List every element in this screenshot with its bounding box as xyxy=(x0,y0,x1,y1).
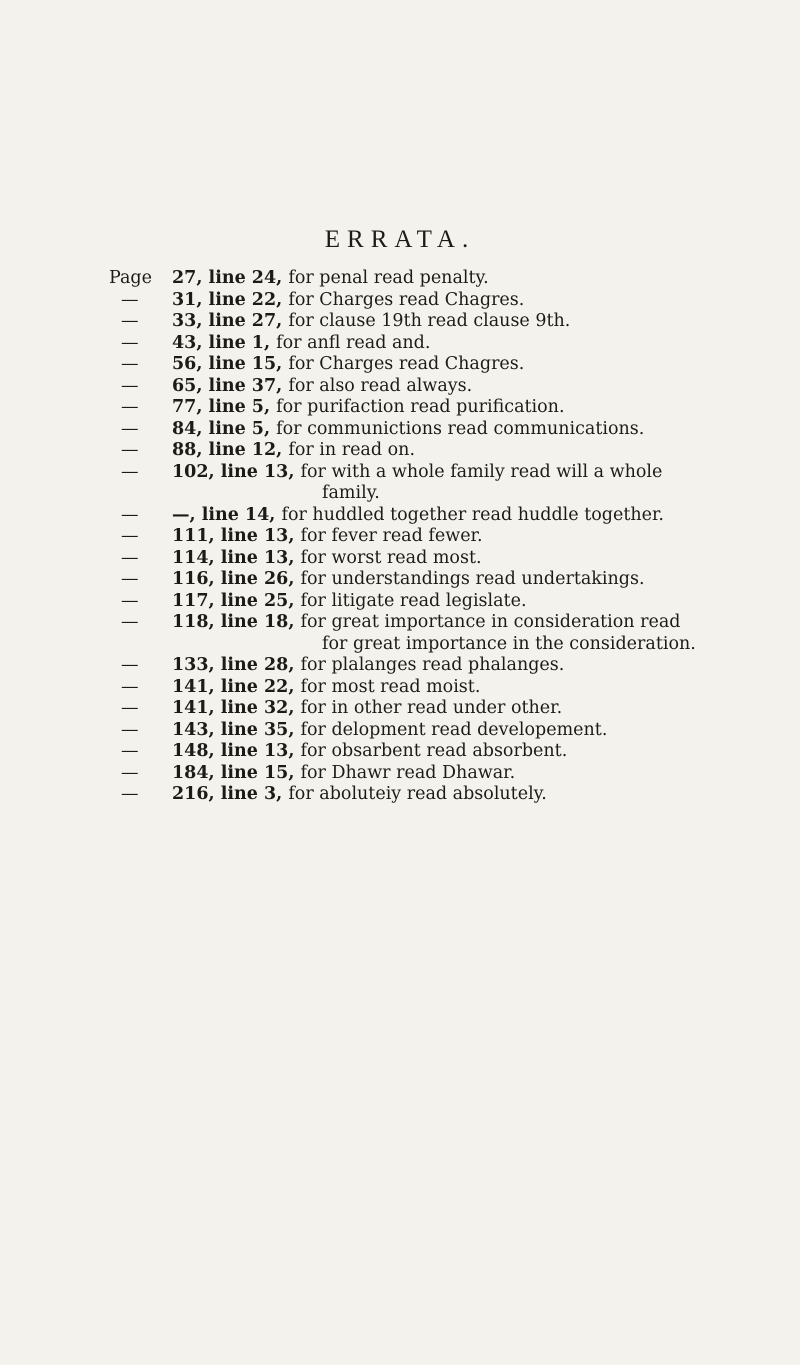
entry-line-number: line 32, xyxy=(220,698,301,718)
entry-correction: for huddled together read huddle together. xyxy=(281,504,664,525)
entry-correction: for in read on. xyxy=(288,440,416,460)
errata-entry xyxy=(109,268,772,290)
entry-line-number: line 22, xyxy=(208,289,289,310)
ditto-dash: — xyxy=(121,612,139,632)
entry-correction: for obsarbent read absorbent. xyxy=(300,741,568,761)
ditto-dash: — xyxy=(121,590,139,611)
entry-page-number: 133, xyxy=(172,655,221,675)
entry-page-number: 216, xyxy=(172,784,221,804)
entry-correction: for Charges read Chagres. xyxy=(288,354,525,374)
errata-title: ERRATA. xyxy=(324,226,476,253)
ditto-dash: — xyxy=(121,375,139,396)
entry-line-number: line 14, xyxy=(201,504,282,525)
ditto-dash: — xyxy=(121,569,139,589)
entry-page-number: 143, xyxy=(172,719,221,740)
ditto-dash: — xyxy=(121,698,139,718)
entry-line-number: line 24, xyxy=(208,268,289,288)
entry-line-number: line 13, xyxy=(220,741,301,761)
entry-line-number: line 12, xyxy=(208,440,289,460)
entry-correction: for Dhawr read Dhawar. xyxy=(300,762,516,783)
entry-page-number: 84, xyxy=(172,418,209,439)
entry-page-number: 184, xyxy=(172,762,221,783)
entry-correction: for understandings read undertakings. xyxy=(300,569,645,589)
errata-entry xyxy=(121,354,772,376)
errata-entry xyxy=(121,289,772,312)
errata-entry xyxy=(121,547,772,570)
errata-entry xyxy=(121,676,772,699)
entry-correction: for great importance in consideration read xyxy=(300,612,681,632)
entry-page-number: 118, xyxy=(172,612,221,632)
entry-page-number: 33, xyxy=(172,311,209,331)
entry-correction: for Charges read Chagres. xyxy=(288,289,525,310)
ditto-dash: — xyxy=(121,526,139,546)
errata-entry xyxy=(121,375,772,398)
entry-page-number: 31, xyxy=(172,289,209,310)
entry-page-number: 117, xyxy=(172,590,221,611)
errata-entry xyxy=(121,311,772,333)
entry-correction: for anfl read and. xyxy=(276,332,431,353)
errata-entry xyxy=(121,461,772,484)
ditto-dash: — xyxy=(121,762,139,783)
entry-line-number: line 37, xyxy=(208,375,289,396)
errata-entry xyxy=(121,397,772,419)
errata-entry xyxy=(121,418,772,441)
entry-line-number: line 5, xyxy=(208,397,277,417)
ditto-dash: — xyxy=(121,440,139,460)
entry-page-number: 77, xyxy=(172,397,209,417)
entry-line-number: line 25, xyxy=(220,590,301,611)
ditto-dash: — xyxy=(121,676,139,697)
errata-list xyxy=(109,268,772,806)
entry-line-number: line 15, xyxy=(220,762,301,783)
entry-correction: for litigate read legislate. xyxy=(300,590,527,611)
entry-line-number: line 13, xyxy=(220,461,301,482)
entry-page-number: 111, xyxy=(172,526,221,546)
entry-line-number: line 28, xyxy=(220,655,301,675)
entry-line-number: line 15, xyxy=(208,354,289,374)
ditto-dash: — xyxy=(121,418,139,439)
entry-correction: for in other read under other. xyxy=(300,698,563,718)
ditto-dash: — xyxy=(121,289,139,310)
ditto-dash: — xyxy=(121,332,139,353)
ditto-dash: — xyxy=(121,354,139,374)
errata-entry xyxy=(121,590,772,613)
entry-page-number: —, xyxy=(172,504,202,525)
entry-page-number: 88, xyxy=(172,440,209,460)
entry-line-number: line 18, xyxy=(220,612,301,632)
errata-entry xyxy=(121,526,772,548)
entry-correction: for worst read most. xyxy=(300,547,482,568)
entry-correction: for fever read fewer. xyxy=(300,526,483,546)
entry-correction: for clause 19th read clause 9th. xyxy=(288,311,571,331)
entry-page-number: 141, xyxy=(172,676,221,697)
errata-entry xyxy=(121,504,772,527)
ditto-dash: — xyxy=(121,655,139,675)
ditto-dash: — xyxy=(121,504,139,525)
entry-page-number: 102, xyxy=(172,461,221,482)
entry-line-number: line 35, xyxy=(220,719,301,740)
ditto-dash: — xyxy=(121,719,139,740)
entry-page-number: 141, xyxy=(172,698,221,718)
entry-line-number: line 22, xyxy=(220,676,301,697)
entry-correction: for aboluteiy read absolutely. xyxy=(288,784,547,804)
entry-line-number: line 26, xyxy=(220,569,301,589)
errata-entry xyxy=(121,332,772,355)
ditto-dash: — xyxy=(121,784,139,804)
entry-page-number: 65, xyxy=(172,375,209,396)
entry-page-number: 148, xyxy=(172,741,221,761)
errata-entry xyxy=(121,440,772,462)
entry-page-number: 56, xyxy=(172,354,209,374)
ditto-dash: — xyxy=(121,397,139,417)
entry-line-number: line 27, xyxy=(208,311,289,331)
errata-entry xyxy=(121,784,772,806)
ditto-dash: — xyxy=(121,547,139,568)
ditto-dash: — xyxy=(121,311,139,331)
entry-page-number: 27, xyxy=(172,268,209,288)
entry-page-number: 43, xyxy=(172,332,209,353)
errata-entry xyxy=(121,612,772,634)
errata-entry xyxy=(121,719,772,742)
entry-correction: for plalanges read phalanges. xyxy=(300,655,565,675)
ditto-dash: — xyxy=(121,741,139,761)
errata-entry xyxy=(121,569,772,591)
entry-continuation: for great importance in the consideration. xyxy=(322,633,696,654)
entry-line-number: line 1, xyxy=(208,332,277,353)
errata-entry xyxy=(121,741,772,763)
entry-line-number: line 3, xyxy=(220,784,289,804)
entry-correction: for with a whole family read will a whole xyxy=(300,461,663,482)
entry-line-number: line 5, xyxy=(208,418,277,439)
entry-page-number: 116, xyxy=(172,569,221,589)
entry-correction: for delopment read developement. xyxy=(300,719,608,740)
entry-continuation: family. xyxy=(322,483,380,503)
errata-entry xyxy=(121,655,772,677)
errata-entry xyxy=(121,698,772,720)
entry-correction: for penal read penalty. xyxy=(288,268,489,288)
entry-correction: for most read moist. xyxy=(300,676,481,697)
entry-page-number: 114, xyxy=(172,547,221,568)
errata-entry xyxy=(121,762,772,785)
ditto-dash: — xyxy=(121,461,139,482)
entry-correction: for communictions read communications. xyxy=(276,418,645,439)
entry-correction: for also read always. xyxy=(288,375,473,396)
entry-line-number: line 13, xyxy=(220,526,301,546)
entry-correction: for purifaction read purification. xyxy=(276,397,565,417)
entry-line-number: line 13, xyxy=(220,547,301,568)
page-label: Page xyxy=(109,268,152,288)
